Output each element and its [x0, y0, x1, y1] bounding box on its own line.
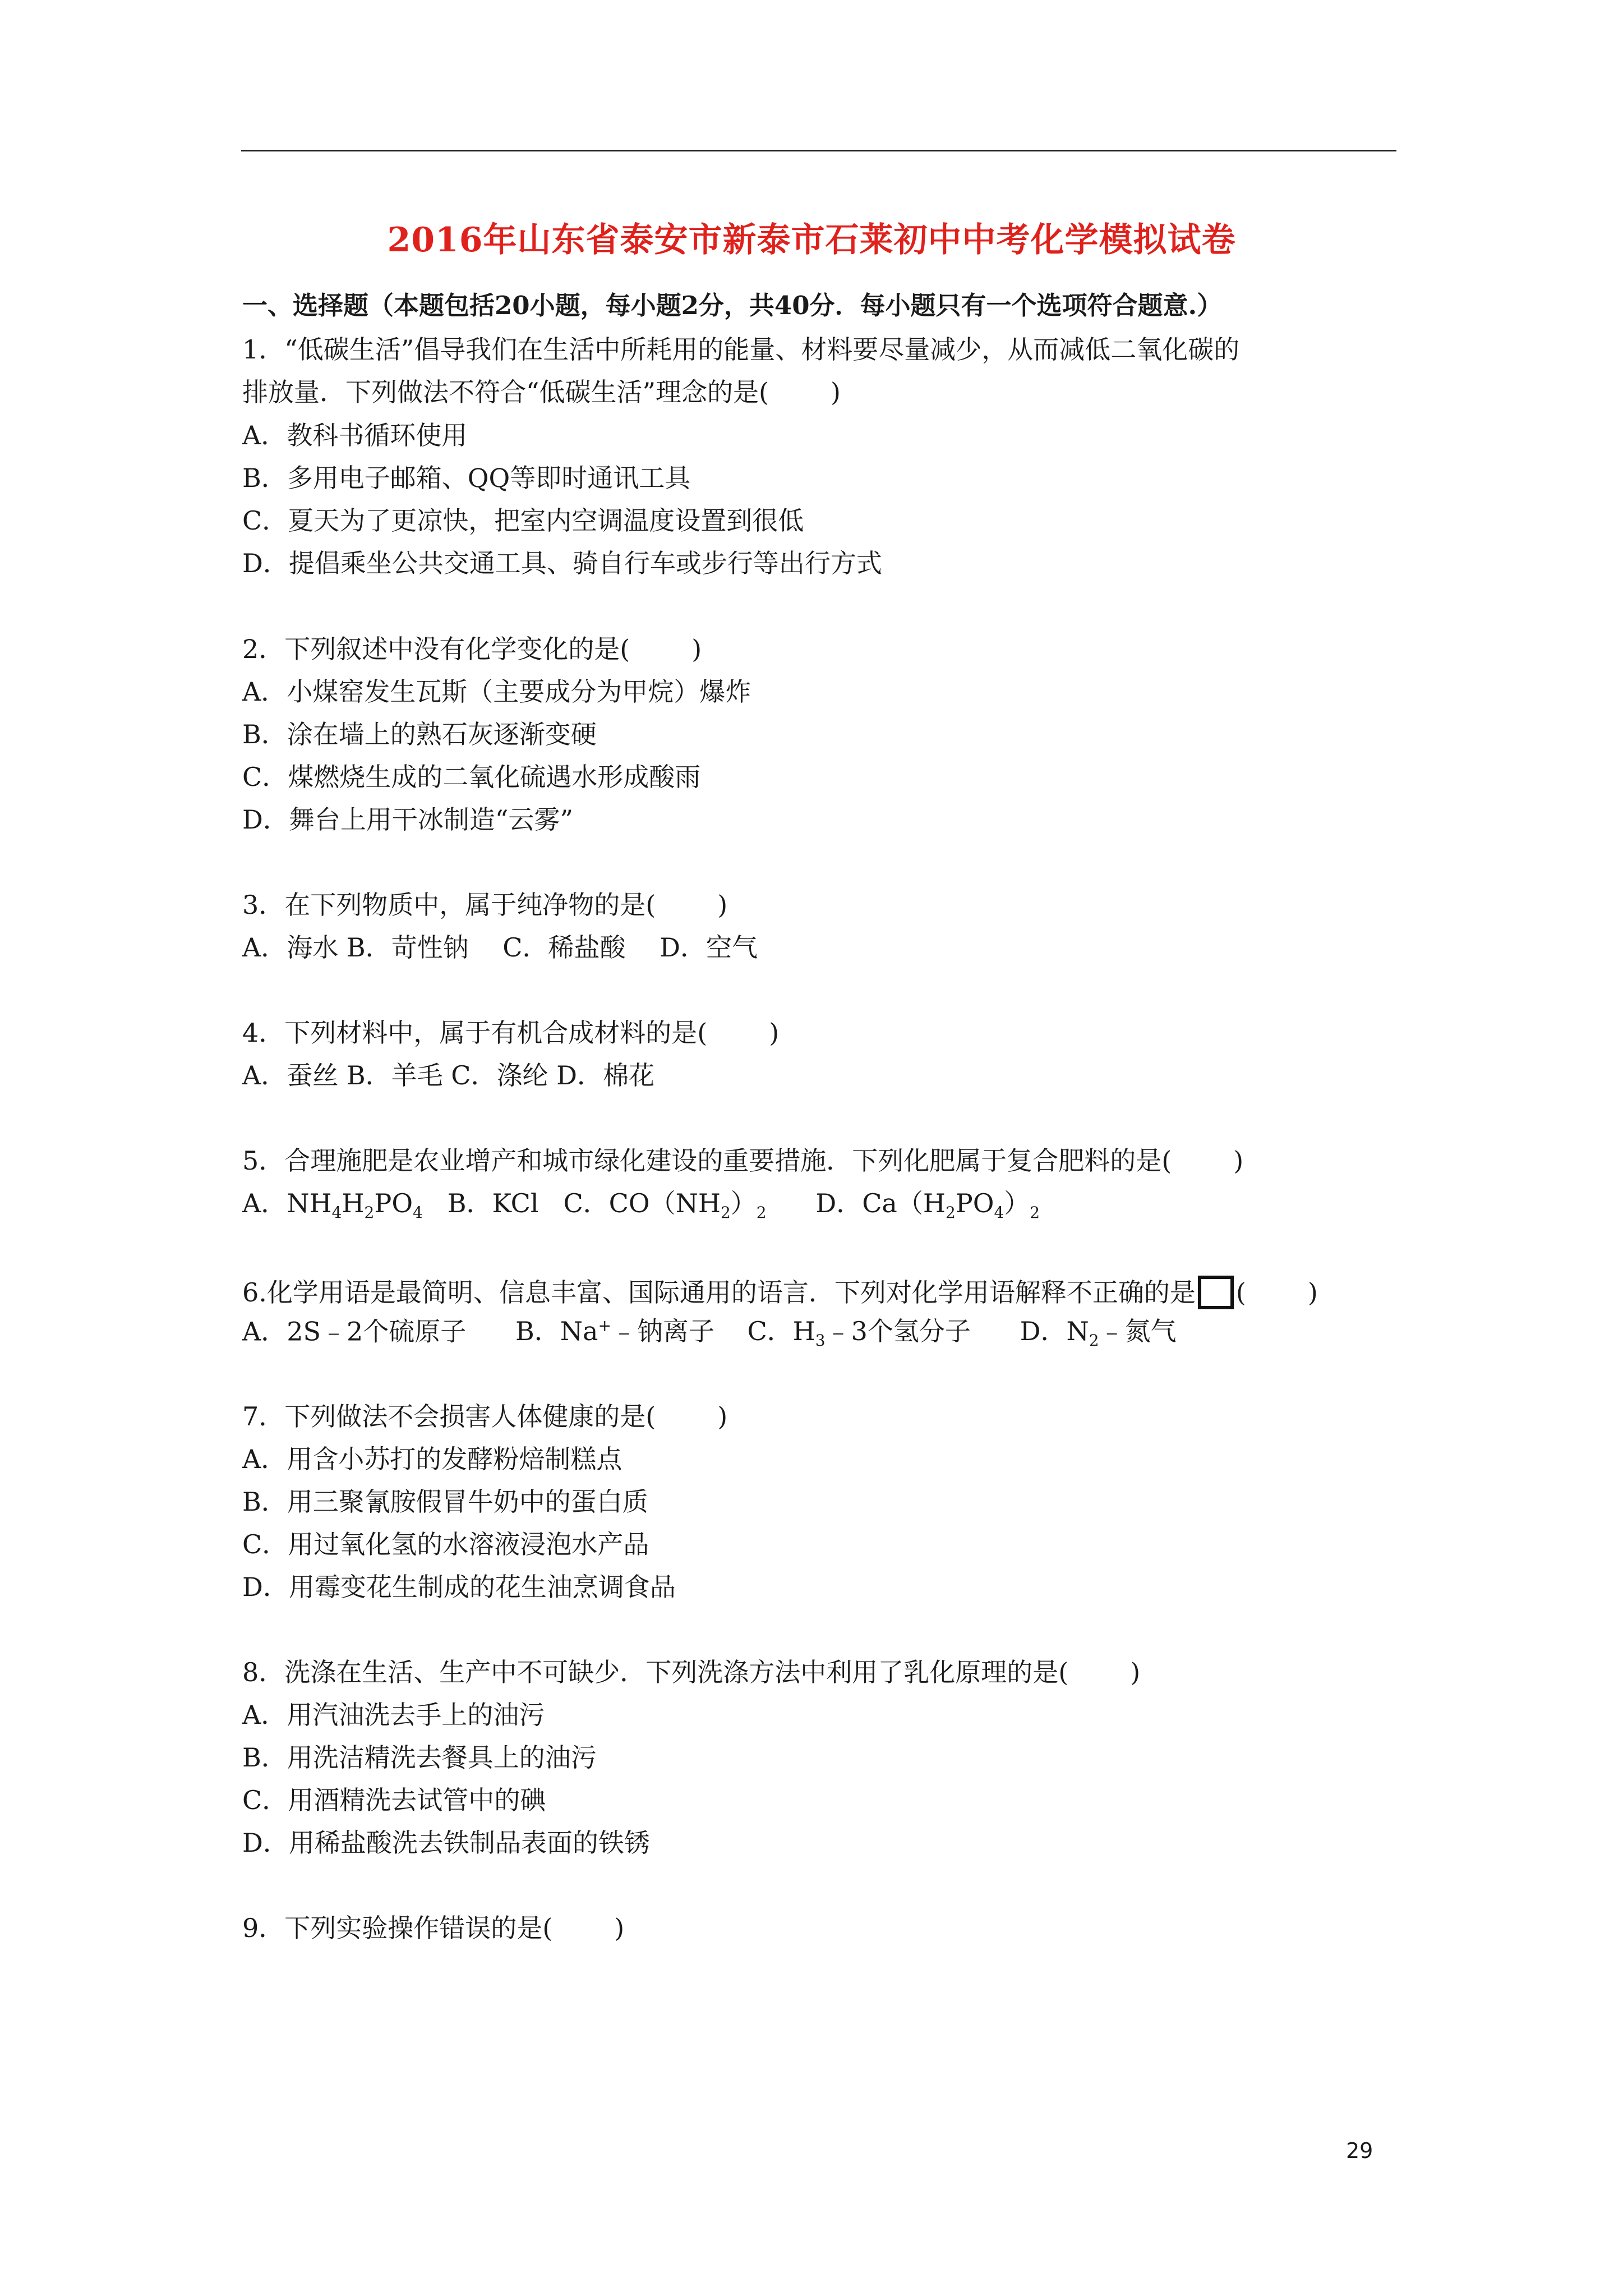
q5-c-sub2: 2 — [756, 1203, 767, 1222]
q1-option-d: D．提倡乘坐公共交通工具、骑自行车或步行等出行方式 — [242, 548, 882, 578]
q5-paren-close: ) — [1233, 1145, 1244, 1176]
q7-option-d: D．用霉变花生制成的花生油烹调食品 — [242, 1572, 676, 1602]
q5-d-close: ） — [1004, 1188, 1030, 1218]
q8-option-c: C．用酒精洗去试管中的碘 — [242, 1785, 546, 1815]
q5-a-text: A．NH — [242, 1188, 332, 1218]
q1-option-c: C．夏天为了更凉快，把室内空调温度设置到很低 — [242, 505, 804, 536]
q5-a-mid: H — [342, 1188, 365, 1218]
q6-b-end: ﹣钠离子 — [611, 1316, 714, 1347]
q7-paren-close: ) — [717, 1401, 728, 1432]
q5-d-sub2: 4 — [994, 1203, 1004, 1222]
q2-stem-text: 2．下列叙述中没有化学变化的是( — [242, 634, 630, 664]
q5-stem — [242, 1145, 1244, 1176]
q6-c-sub: 3 — [815, 1331, 826, 1350]
q2-option-a: A．小煤窑发生瓦斯（主要成分为甲烷）爆炸 — [242, 677, 751, 707]
q6-b-sup: + — [598, 1317, 611, 1335]
q6-paren-close: ) — [1307, 1277, 1318, 1308]
q6-paren-open: ( — [1235, 1277, 1246, 1308]
q5-a-end: PO — [374, 1188, 413, 1218]
page-number: 29 — [1346, 2138, 1373, 2163]
q7-stem-text: 7．下列做法不会损害人体健康的是( — [242, 1401, 656, 1432]
q6-d-sub: 2 — [1089, 1331, 1099, 1350]
q5-a-sub2: 2 — [364, 1203, 375, 1222]
q1-stem-text: 排放量．下列做法不符合“低碳生活”理念的是( — [242, 377, 769, 407]
q4-stem — [242, 1020, 779, 1046]
header-rule — [241, 150, 1396, 151]
q2-option-d: D．舞台上用干冰制造“云雾” — [242, 804, 573, 835]
q4-paren-close: ) — [769, 1018, 780, 1048]
q7-option-a: A．用含小苏打的发酵粉焙制糕点 — [242, 1444, 623, 1474]
q8-option-a: A．用汽油洗去手上的油污 — [242, 1700, 545, 1730]
q7-stem — [242, 1401, 728, 1432]
q5-options — [242, 1190, 1040, 1221]
q6-stem — [242, 1276, 1318, 1309]
q4-stem-text: 4．下列材料中，属于有机合成材料的是( — [242, 1018, 708, 1048]
q9-stem-text: 9．下列实验操作错误的是( — [242, 1913, 553, 1943]
q8-paren-close: ) — [1130, 1657, 1141, 1687]
q5-stem-text: 5．合理施肥是农业增产和城市绿化建设的重要措施．下列化肥属于复合肥料的是( — [242, 1145, 1172, 1176]
q2-stem — [242, 636, 702, 662]
q5-d-sub3: 2 — [1030, 1203, 1040, 1222]
q8-option-d: D．用稀盐酸洗去铁制品表面的铁锈 — [242, 1828, 650, 1858]
q6-stem-text: 6.化学用语是最简明、信息丰富、国际通用的语言．下列对化学用语解释不正确的是 — [242, 1277, 1196, 1308]
q1-stem-line2 — [242, 379, 841, 405]
q6-d-end: ﹣氮气 — [1099, 1316, 1177, 1347]
q7-option-c: C．用过氧化氢的水溶液浸泡水产品 — [242, 1529, 649, 1559]
q6-c-text: C．H — [747, 1316, 815, 1347]
q6-option-b — [515, 1316, 714, 1346]
q1-option-b: B．多用电子邮箱、QQ等即时通讯工具 — [242, 463, 691, 493]
q5-option-b: B．KCl — [447, 1188, 539, 1218]
q8-option-b: B．用洗洁精洗去餐具上的油污 — [242, 1742, 597, 1773]
q3-options: A．海水 B．苛性钠 C．稀盐酸 D．空气 — [242, 932, 758, 963]
q9-paren-close: ) — [614, 1913, 625, 1943]
q2-paren-close: ) — [691, 634, 702, 664]
q5-a-sub3: 4 — [413, 1203, 423, 1222]
q5-a-sub1: 4 — [331, 1203, 342, 1222]
q3-stem — [242, 892, 727, 918]
page-title: 2016年山东省泰安市新泰市石莱初中中考化学模拟试卷 — [387, 220, 1236, 260]
q8-stem-text: 8．洗涤在生活、生产中不可缺少．下列洗涤方法中利用了乳化原理的是( — [242, 1657, 1069, 1687]
q5-option-c — [563, 1188, 767, 1222]
q2-option-c: C．煤燃烧生成的二氧化硫遇水形成酸雨 — [242, 762, 701, 792]
section-heading: 一、选择题（本题包括20小题，每小题2分，共40分．每小题只有一个选项符合题意.） — [242, 291, 1223, 320]
q5-d-mid: PO — [955, 1188, 994, 1218]
q5-c-sub1: 2 — [720, 1203, 731, 1222]
q1-paren-close: ) — [830, 377, 841, 407]
q5-c-close: ） — [730, 1188, 757, 1218]
empty-box-mark — [1198, 1276, 1234, 1309]
q6-b-text: B．Na — [515, 1316, 598, 1347]
q5-d-sub1: 2 — [945, 1203, 956, 1222]
q5-d-text: D．Ca（H — [815, 1188, 946, 1218]
q6-option-d — [1020, 1316, 1177, 1350]
q6-options — [242, 1318, 1177, 1349]
q6-d-text: D．N — [1020, 1316, 1089, 1347]
q9-stem — [242, 1915, 624, 1941]
q5-option-d — [815, 1188, 1040, 1222]
q5-option-a — [242, 1188, 423, 1222]
q7-option-b: B．用三聚氰胺假冒牛奶中的蛋白质 — [242, 1487, 648, 1517]
q6-option-c — [747, 1316, 971, 1350]
q8-stem — [242, 1659, 1140, 1685]
q1-option-a: A．教科书循环使用 — [242, 420, 468, 450]
q4-options: A．蚕丝 B．羊毛 C．涤纶 D．棉花 — [242, 1060, 654, 1091]
q2-option-b: B．涂在墙上的熟石灰逐渐变硬 — [242, 719, 597, 749]
q1-stem-line1: 1．“低碳生活”倡导我们在生活中所耗用的能量、材料要尽量减少，从而减低二氧化碳的 — [242, 334, 1240, 365]
q5-c-text: C．CO（NH — [563, 1188, 721, 1218]
q6-option-a: A．2S﹣2个硫原子 — [242, 1316, 467, 1347]
q6-c-end: ﹣3个氢分子 — [825, 1316, 971, 1347]
q3-stem-text: 3．在下列物质中，属于纯净物的是( — [242, 890, 656, 920]
q3-paren-close: ) — [717, 890, 728, 920]
